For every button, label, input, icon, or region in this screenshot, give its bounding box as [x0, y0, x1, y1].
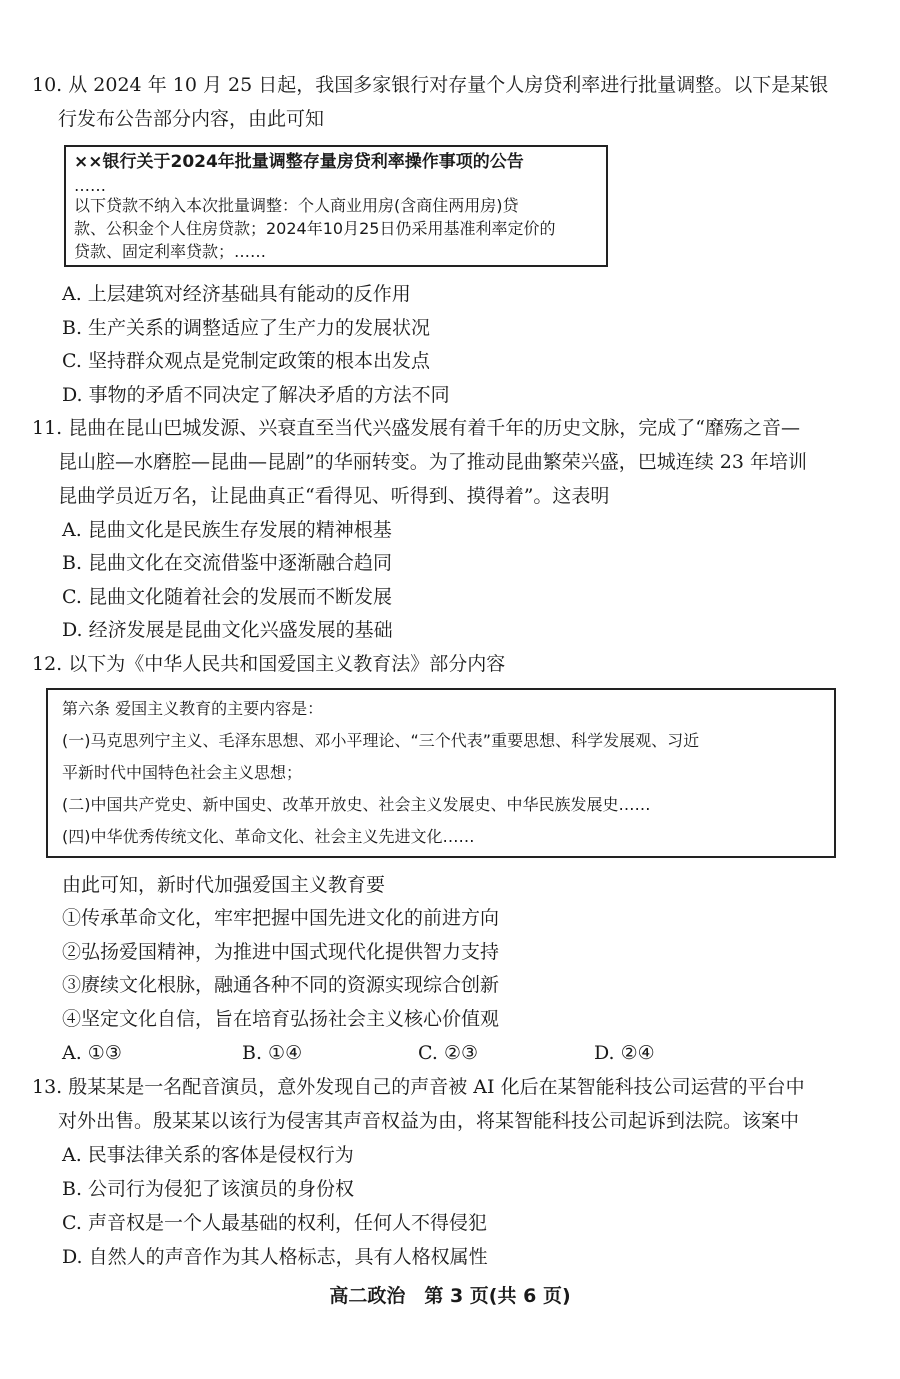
- question-13-option-a: A. 民事法律关系的客体是侵权行为: [62, 1144, 354, 1166]
- question-12-statement-1: ①传承革命文化，牢牢把握中国先进文化的前进方向: [62, 907, 500, 929]
- question-12-lead: 由此可知，新时代加强爱国主义教育要: [62, 874, 386, 896]
- law-line-3: 平新时代中国特色社会主义思想；: [62, 763, 303, 782]
- question-12-choices: [62, 1040, 762, 1066]
- question-12-choice-c: C. ②③: [418, 1042, 479, 1064]
- question-11-option-c: C. 昆曲文化随着社会的发展而不断发展: [62, 586, 392, 608]
- question-10-option-c: C. 坚持群众观点是党制定政策的根本出发点: [62, 350, 430, 372]
- question-10-notice-box: [64, 145, 608, 267]
- question-10-option-b: B. 生产关系的调整适应了生产力的发展状况: [62, 317, 431, 339]
- law-line-5: (四)中华优秀传统文化、革命文化、社会主义先进文化……: [62, 827, 475, 846]
- question-13-option-c: C. 声音权是一个人最基础的权利，任何人不得侵犯: [62, 1212, 487, 1234]
- question-11-option-b: B. 昆曲文化在交流借鉴中逐渐融合趋同: [62, 552, 393, 574]
- question-10-option-d: D. 事物的矛盾不同决定了解决矛盾的方法不同: [62, 384, 450, 406]
- question-10-stem-line-1: 10. 从 2024 年 10 月 25 日起，我国多家银行对存量个人房贷利率进行批量调整。以下是某银: [32, 74, 829, 96]
- question-13-stem-line-1: 13. 殷某某是一名配音演员，意外发现自己的声音被 AI 化后在某智能科技公司运营的平台中: [32, 1076, 805, 1098]
- question-11-option-a: A. 昆曲文化是民族生存发展的精神根基: [62, 519, 392, 541]
- question-11-stem-line-2: 昆山腔—水磨腔—昆曲—昆剧”的华丽转变。为了推动昆曲繁荣兴盛，巴城连续 23 年培训: [58, 451, 807, 473]
- question-12-choice-a: A. ①③: [62, 1042, 122, 1064]
- question-11-option-d: D. 经济发展是昆曲文化兴盛发展的基础: [62, 619, 393, 641]
- question-11-stem-line-3: 昆曲学员近万名，让昆曲真正“看得见、听得到、摸得着”。这表明: [58, 485, 610, 507]
- question-11-stem-line-1: 11. 昆曲在昆山巴城发源、兴衰直至当代兴盛发展有着千年的历史文脉，完成了“靡殇之音—: [32, 417, 800, 439]
- question-10-option-a: A. 上层建筑对经济基础具有能动的反作用: [62, 283, 411, 305]
- notice-title: ××银行关于2024年批量调整存量房贷利率操作事项的公告: [74, 152, 524, 172]
- page-footer: 高二政治 第 3 页(共 6 页): [329, 1285, 571, 1307]
- question-13-option-b: B. 公司行为侵犯了该演员的身份权: [62, 1178, 355, 1200]
- question-13-stem-line-2: 对外出售。殷某某以该行为侵害其声音权益为由，将某智能科技公司起诉到法院。该案中: [58, 1110, 800, 1132]
- law-line-4: (二)中国共产党史、新中国史、改革开放史、社会主义发展史、中华民族发展史……: [62, 795, 651, 814]
- question-13-option-d: D. 自然人的声音作为其人格标志，具有人格权属性: [62, 1246, 488, 1268]
- notice-line-1: 以下贷款不纳入本次批量调整：个人商业用房(含商住两用房)贷: [74, 196, 519, 215]
- question-10-stem-line-2: 行发布公告部分内容，由此可知: [58, 108, 325, 130]
- law-line-1: 第六条 爱国主义教育的主要内容是：: [62, 699, 324, 718]
- law-line-2: (一)马克思列宁主义、毛泽东思想、邓小平理论、“三个代表”重要思想、科学发展观、习近: [62, 731, 700, 750]
- question-12-choice-d: D. ②④: [594, 1042, 655, 1064]
- notice-ellipsis: ……: [74, 176, 106, 195]
- question-12-statement-2: ②弘扬爱国精神，为推进中国式现代化提供智力支持: [62, 941, 500, 963]
- question-12-statement-3: ③赓续文化根脉，融通各种不同的资源实现综合创新: [62, 974, 500, 996]
- notice-line-2: 款、公积金个人住房贷款；2024年10月25日仍采用基准利率定价的: [74, 219, 556, 238]
- question-12-law-box: [46, 688, 836, 858]
- notice-line-3: 贷款、固定利率贷款；……: [74, 242, 267, 261]
- question-12-choice-b: B. ①④: [242, 1042, 303, 1064]
- question-12-stem: 12. 以下为《中华人民共和国爱国主义教育法》部分内容: [32, 653, 506, 675]
- question-12-statement-4: ④坚定文化自信，旨在培育弘扬社会主义核心价值观: [62, 1008, 500, 1030]
